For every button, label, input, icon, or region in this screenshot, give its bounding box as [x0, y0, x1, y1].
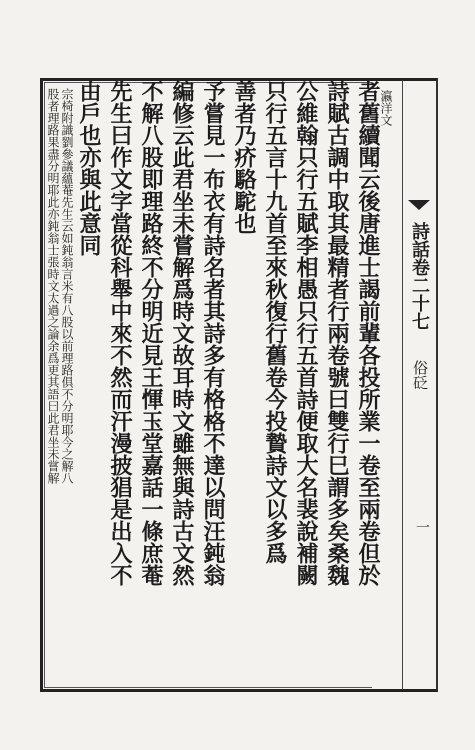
fold-column-rule [402, 80, 403, 690]
text-column-3: 公維翰只行五賦李相愚只行五首詩便取大名裴說補闕 [293, 80, 319, 586]
annotation-column-2: 股者理路果盡分明耶此亦鈍翁士張時文太過之論余爲更其語曰此君坐未嘗解 [46, 88, 60, 484]
text-column-8: 不解八股即理路終不分明近見王惲玉堂嘉話一條庶菴 [138, 80, 164, 586]
annotation-column-1: 宗椅附識劉參議蘊菴先生云如鈍翁言米有八股以前理路俱不分明耶今之解八 [60, 88, 74, 484]
fold-title: 詩話卷二十七 [409, 222, 430, 330]
running-title: 瀛洋文 [379, 90, 393, 126]
fold-leaf-number: 一 [414, 520, 430, 534]
text-column-6: 予嘗見一布衣有詩名者其詩多有格格不達以問汪鈍翁 [200, 80, 226, 586]
text-column-2: 詩賦古調中取其最精者行兩卷號曰雙行巳謂多矣桑魏 [324, 80, 350, 586]
text-column-1: 者舊續聞云後唐進士謁前輩各投所業一卷至兩卷但於 [355, 80, 381, 586]
text-column-9: 先生曰作文字當從科舉中來不然而汗漫披猖是出入不 [107, 80, 133, 586]
fold-section: 俗砭 [411, 360, 429, 390]
text-column-4: 只行五言十九首至來秋復行舊卷今投贄詩文以多爲 [262, 80, 288, 564]
text-column-7: 編修云此君坐未嘗解爲時文故耳時文雖無與詩古文然 [169, 80, 195, 586]
text-column-10: 由戶也亦與此意同 [76, 80, 102, 256]
text-column-5: 善者乃疥駱駝也 [231, 80, 257, 234]
